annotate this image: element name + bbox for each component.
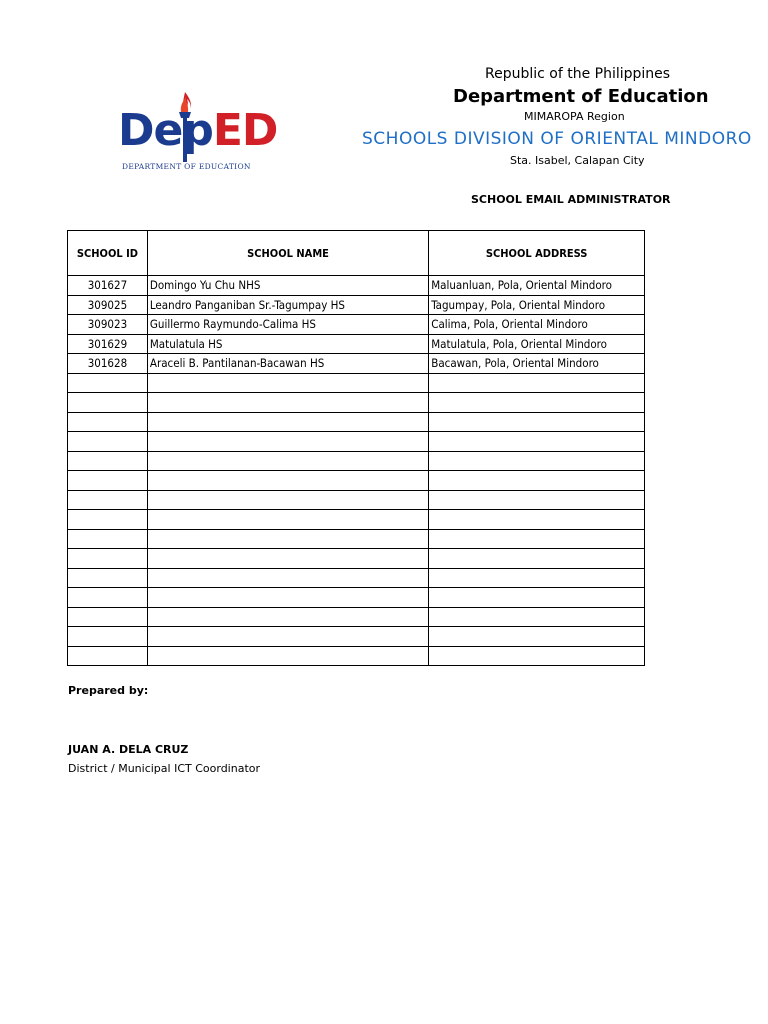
- table-row: [68, 276, 645, 296]
- empty-cell: [68, 412, 148, 432]
- table-body: [68, 276, 645, 666]
- empty-cell: [68, 471, 148, 491]
- cell-school-name: Araceli B. Pantilanan-Bacawan HS: [147, 354, 428, 374]
- table-row: [68, 334, 645, 354]
- prepared-by-label: Prepared by:: [68, 684, 149, 697]
- cell-school-name: Domingo Yu Chu NHS: [147, 276, 428, 296]
- empty-table-row: [68, 451, 645, 471]
- logo-word-ed: ED: [212, 105, 278, 156]
- empty-cell: [147, 588, 428, 608]
- empty-cell: [68, 627, 148, 647]
- empty-cell: [429, 451, 645, 471]
- empty-cell: [68, 646, 148, 666]
- empty-cell: [147, 627, 428, 647]
- empty-cell: [68, 549, 148, 569]
- column-header-school-name: SCHOOL NAME: [147, 231, 428, 276]
- empty-cell: [429, 627, 645, 647]
- empty-cell: [147, 529, 428, 549]
- empty-table-row: [68, 627, 645, 647]
- cell-school-address: Maluanluan, Pola, Oriental Mindoro: [429, 276, 645, 296]
- empty-cell: [147, 393, 428, 413]
- table-row: [68, 315, 645, 335]
- empty-cell: [429, 393, 645, 413]
- cell-school-id: 309025: [68, 295, 148, 315]
- empty-cell: [68, 607, 148, 627]
- empty-cell: [147, 471, 428, 491]
- cell-school-id: 309023: [68, 315, 148, 335]
- empty-table-row: [68, 529, 645, 549]
- deped-logo: [118, 92, 278, 178]
- empty-cell: [429, 607, 645, 627]
- logo-word-dep: Dep: [118, 105, 213, 156]
- empty-cell: [68, 393, 148, 413]
- empty-table-row: [68, 412, 645, 432]
- empty-table-row: [68, 568, 645, 588]
- empty-cell: [147, 510, 428, 530]
- empty-cell: [429, 412, 645, 432]
- header-republic: Republic of the Philippines: [485, 66, 671, 82]
- empty-table-row: [68, 432, 645, 452]
- empty-cell: [429, 568, 645, 588]
- table-row: [68, 354, 645, 374]
- empty-cell: [68, 373, 148, 393]
- signatory-title: District / Municipal ICT Coordinator: [68, 762, 261, 775]
- empty-cell: [147, 646, 428, 666]
- header-region: MIMAROPA Region: [524, 110, 625, 123]
- logo-wordmark: [118, 106, 277, 156]
- header-department: Department of Education: [453, 86, 709, 107]
- empty-cell: [147, 607, 428, 627]
- empty-cell: [429, 490, 645, 510]
- cell-school-id: 301629: [68, 334, 148, 354]
- cell-school-name: Matulatula HS: [147, 334, 428, 354]
- empty-cell: [68, 510, 148, 530]
- empty-cell: [68, 432, 148, 452]
- empty-cell: [429, 588, 645, 608]
- table-row: [68, 295, 645, 315]
- cell-school-address: Tagumpay, Pola, Oriental Mindoro: [429, 295, 645, 315]
- school-table: [67, 230, 645, 666]
- empty-cell: [429, 549, 645, 569]
- empty-table-row: [68, 510, 645, 530]
- cell-school-name: Leandro Panganiban Sr.-Tagumpay HS: [147, 295, 428, 315]
- table-header-row: [68, 231, 645, 276]
- empty-cell: [68, 529, 148, 549]
- empty-cell: [68, 568, 148, 588]
- empty-table-row: [68, 549, 645, 569]
- empty-cell: [147, 490, 428, 510]
- column-header-school-address: SCHOOL ADDRESS: [429, 231, 645, 276]
- empty-cell: [429, 471, 645, 491]
- empty-cell: [147, 432, 428, 452]
- empty-cell: [147, 451, 428, 471]
- form-title: SCHOOL EMAIL ADMINISTRATOR: [471, 193, 671, 206]
- empty-cell: [429, 646, 645, 666]
- empty-cell: [68, 451, 148, 471]
- empty-table-row: [68, 393, 645, 413]
- cell-school-id: 301628: [68, 354, 148, 374]
- cell-school-name: Guillermo Raymundo-Calima HS: [147, 315, 428, 335]
- empty-cell: [429, 529, 645, 549]
- empty-cell: [68, 588, 148, 608]
- logo-caption: DEPARTMENT OF EDUCATION: [122, 162, 251, 171]
- cell-school-address: Calima, Pola, Oriental Mindoro: [429, 315, 645, 335]
- empty-cell: [68, 490, 148, 510]
- column-header-school-id: SCHOOL ID: [68, 231, 148, 276]
- cell-school-address: Matulatula, Pola, Oriental Mindoro: [429, 334, 645, 354]
- empty-cell: [429, 373, 645, 393]
- empty-cell: [147, 568, 428, 588]
- empty-cell: [147, 412, 428, 432]
- cell-school-id: 301627: [68, 276, 148, 296]
- signatory-name: JUAN A. DELA CRUZ: [68, 743, 189, 756]
- empty-table-row: [68, 646, 645, 666]
- empty-cell: [147, 549, 428, 569]
- empty-table-row: [68, 373, 645, 393]
- empty-cell: [429, 510, 645, 530]
- empty-table-row: [68, 471, 645, 491]
- empty-cell: [147, 373, 428, 393]
- empty-table-row: [68, 607, 645, 627]
- cell-school-address: Bacawan, Pola, Oriental Mindoro: [429, 354, 645, 374]
- empty-table-row: [68, 588, 645, 608]
- header-address: Sta. Isabel, Calapan City: [510, 154, 645, 167]
- empty-cell: [429, 432, 645, 452]
- empty-table-row: [68, 490, 645, 510]
- header-division: SCHOOLS DIVISION OF ORIENTAL MINDORO: [362, 129, 752, 149]
